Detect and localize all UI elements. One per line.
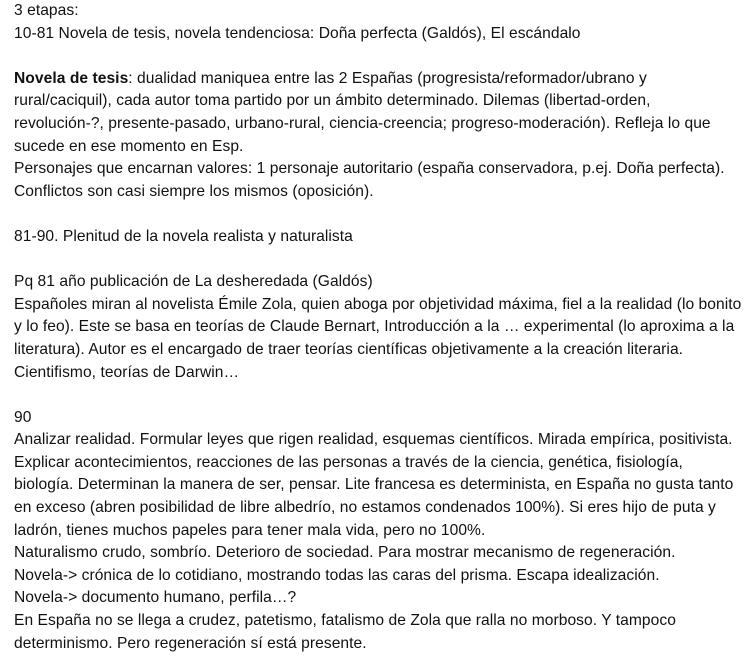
novela-cronica-line: Novela-> crónica de lo cotidiano, mostrando todas las caras del prisma. Escapa idealización. — [14, 566, 660, 584]
analizar-paragraph: Analizar realidad. Formular leyes que rigen realidad, esquemas científicos. Mirada empírica, positivista. — [14, 431, 733, 449]
personajes-paragraph: Personajes que encarnan valores: 1 personaje autoritario (españa conservadora, p.ej. Doña perfecta). Conflictos son casi siempre los mismos (oposición). — [14, 160, 725, 200]
document-body — [14, 0, 742, 655]
espana-paragraph: En España no se llega a crudez, patetismo, fatalismo de Zola que ralla no morboso. Y tampoco determinismo. Pero regeneración sí está presente. — [14, 612, 676, 652]
tesis-term: Novela de tesis — [14, 69, 129, 87]
tesis-paragraph — [14, 68, 742, 158]
blank-line — [14, 384, 742, 407]
tesis-text: : dualidad maniquea entre las 2 Españas (progresista/reformador/ubrano y rural/caciquil), cada autor toma partido por un ámbito determinado. Dilemas (libertad-orden, revolución-?, presente-pasado, urbano-rural, ciencia-creencia; progreso-moderación). Refleja lo que sucede en ese momento en Esp. — [14, 69, 711, 155]
blank-line — [14, 249, 742, 272]
zola-paragraph: Españoles miran al novelista Émile Zola, quien aboga por objetividad máxima, fiel a la realidad (lo bonito y lo feo). Este se basa en teorías de Claude Bernart, Introducción a la … experimental (lo aproxima a la literatura). Autor es el encargado de traer teorías científicas objetivamente a la creación literaria. Cientifismo, teorías de Darwin… — [14, 295, 742, 381]
blank-line — [14, 203, 742, 226]
novela-documento-line: Novela-> documento humano, perfila…? — [14, 589, 297, 607]
naturalismo-line: Naturalismo crudo, sombrío. Deterioro de sociedad. Para mostrar mecanismo de regeneración. — [14, 544, 676, 562]
stage3-line: 90 — [14, 408, 32, 426]
stage2-line: 81-90. Plenitud de la novela realista y naturalista — [14, 227, 353, 245]
stage1-line: 10-81 Novela de tesis, novela tendenciosa: Doña perfecta (Galdós), El escándalo — [14, 24, 581, 42]
explicar-paragraph: Explicar acontecimientos, reacciones de las personas a través de la ciencia, genética, fisiología, biología. Determinan la manera de ser, pensar. Lite francesa es determinista, en España no gusta tanto en exceso (abren posibilidad de libre albedrío, no estamos condenados 100%). Si eres hijo de puta y ladrón, tienes muchos papeles para tener mala vida, pero no 100%. — [14, 453, 734, 539]
blank-line — [14, 45, 742, 68]
heading-line: 3 etapas: — [14, 2, 79, 19]
pq-line: Pq 81 año publicación de La desheredada (Galdós) — [14, 273, 373, 291]
